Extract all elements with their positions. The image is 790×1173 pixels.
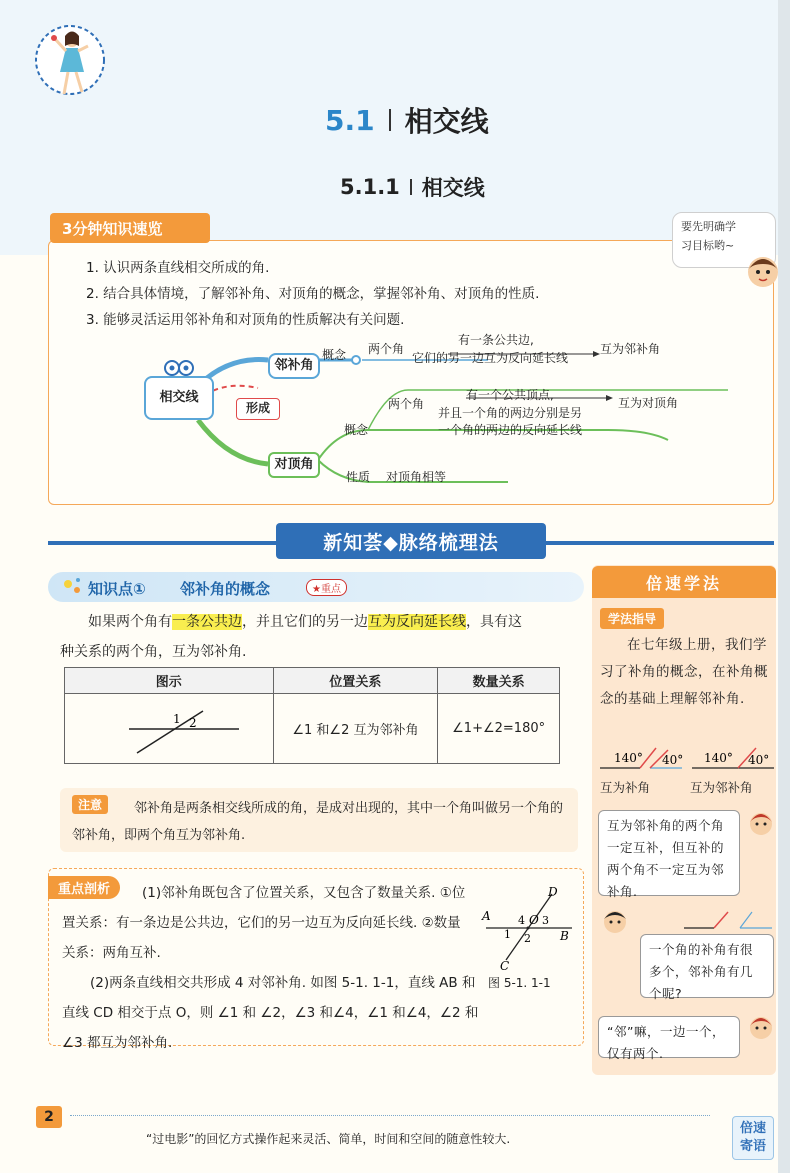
point-label: D	[548, 885, 558, 899]
mindmap-node-adjacent: 邻补角	[268, 353, 320, 379]
sidebar-tag: 学法指导	[600, 608, 664, 629]
subsection-title: 相交线	[421, 176, 485, 200]
analysis-paragraph-2: (2)两条直线相交共形成 4 对邻补角. 如图 5-1. 1-1，直线 AB 和直线 CD 相交于点 O，则 ∠1 和 ∠2，∠3 和∠4，∠1 和∠4，∠2 和∠3 都互为邻补角.	[62, 975, 479, 1051]
figure-caption: 互为邻补角	[690, 780, 753, 795]
goal-list	[86, 255, 539, 333]
footer-quote: “过电影”的回忆方式操作起来灵活、简单，时间和空间的随意性较大.	[146, 1132, 511, 1146]
point-label: O	[529, 913, 539, 927]
speech-bubble: 一个角的补角有很多个，邻补角有几个呢?	[640, 934, 774, 998]
note-line: 要先明确学	[681, 220, 736, 233]
vertical-concept-label: 概念	[344, 423, 369, 437]
table-position-cell: ∠1 和∠2 互为邻补角	[273, 694, 438, 764]
goal-item: 3. 能够灵活运用邻补角和对顶角的性质解决有关问题.	[86, 312, 405, 328]
section-title: 相交线	[404, 105, 489, 138]
definition-line-2: 种关系的两个角，互为邻补角.	[60, 644, 247, 660]
adjacent-angle-figure	[89, 697, 249, 757]
highlight-common-side: 一条公共边	[172, 614, 242, 630]
title-divider	[410, 179, 412, 195]
angle-label: 2	[524, 932, 531, 945]
overview-tag: 3分钟知识速览	[50, 213, 210, 243]
speech-bubble: 互为邻补角的两个角一定互补，但互补的两个角不一定互为邻补角.	[598, 810, 740, 896]
speech-bubble: “邻”嘛，一边一个，仅有两个.	[598, 1016, 740, 1058]
attention-text: 邻补角是两条相交线所成的角，是成对出现的，其中一个角叫做另一个角的邻补角，即两个角互为邻补角.	[72, 801, 564, 843]
figure-label: 1	[172, 711, 181, 726]
table-quantity-cell: ∠1+∠2=180°	[438, 694, 560, 764]
point-label: B	[560, 929, 569, 943]
banner-line-right	[546, 541, 774, 545]
angle-label: 1	[504, 928, 511, 941]
figure-caption: 互为补角	[600, 780, 651, 795]
vertical-cond-top: 有一个公共顶点,	[466, 388, 554, 402]
knowledge-point-label: 知识点①	[88, 580, 146, 598]
vertical-cond-bottom: 一个角的两边的反向延长线	[438, 423, 583, 437]
goal-item: 2. 结合具体情境，了解邻补角、对顶角的概念，掌握邻补角、对顶角的性质.	[86, 286, 540, 302]
angle-sketch-figure	[680, 908, 774, 934]
figure-caption: 图 5-1. 1-1	[488, 976, 551, 990]
angle-value: 140°	[704, 751, 733, 765]
definition-text: 如果两个角有	[88, 614, 172, 630]
girl-illustration-icon	[30, 20, 110, 110]
analysis-paragraph-1: (1)邻补角既包含了位置关系，又包含了数量关系. ①位置关系：有一条边是公共边，它们的另一边互为反向延长线. ②数量关系：两角互补.	[62, 885, 466, 961]
vertical-property-value: 对顶角相等	[386, 470, 447, 484]
girl-avatar-icon	[746, 808, 776, 838]
adjacent-supplementary-figure	[690, 744, 776, 774]
title-divider	[389, 109, 391, 131]
sidebar-intro-text: 在七年级上册，我们学习了补角的概念，在补角概念的基础上理解邻补角.	[600, 637, 768, 707]
table-header: 图示	[65, 668, 274, 694]
boy-avatar-icon	[600, 906, 630, 936]
angle-label: 3	[542, 914, 549, 927]
badge-line: 倍速	[739, 1121, 766, 1136]
concept-table	[64, 667, 560, 764]
adjacent-concept-label: 概念	[322, 348, 347, 362]
highlight-reverse-extension: 互为反向延长线	[368, 614, 466, 630]
adjacent-cond-bottom: 它们的另一边互为反向延长线	[412, 351, 569, 365]
section-heading	[325, 100, 489, 140]
owl-icon	[162, 356, 196, 378]
table-header: 位置关系	[273, 668, 438, 694]
definition-text: ，并且它们的另一边	[242, 614, 368, 630]
intersecting-lines-figure	[478, 884, 578, 970]
badge-line: 寄语	[739, 1139, 766, 1154]
figure-label: 2	[188, 715, 197, 730]
vertical-two-angles: 两个角	[388, 397, 425, 411]
knowledge-point-title: 邻补角的概念	[180, 580, 271, 598]
attention-tag: 注意	[72, 795, 108, 814]
sparkle-icon	[60, 574, 86, 600]
section-banner: 新知荟◆脉络梳理法	[276, 523, 546, 559]
banner-line-left	[48, 541, 278, 545]
adjacent-cond-top: 有一条公共边,	[458, 333, 534, 347]
table-header: 数量关系	[438, 668, 560, 694]
subsection-heading	[340, 172, 485, 202]
vertical-result: 互为对顶角	[618, 396, 679, 410]
sidebar-title: 倍速学法	[592, 566, 776, 598]
section-number: 5.1	[325, 103, 375, 137]
note-line: 习目标哟~	[681, 239, 735, 252]
angle-value: 140°	[614, 751, 643, 765]
mindmap-node-form: 形成	[236, 398, 280, 420]
angle-value: 40°	[662, 753, 684, 767]
girl-avatar-icon	[746, 1012, 776, 1042]
angle-value: 40°	[748, 753, 770, 767]
mindmap-center-node: 相交线	[144, 376, 214, 420]
point-label: C	[500, 959, 510, 970]
page-edge	[778, 0, 790, 1173]
mindmap-node-vertical: 对顶角	[268, 452, 320, 478]
supplementary-angles-figure	[598, 744, 684, 774]
adjacent-result: 互为邻补角	[600, 342, 661, 356]
table-figure-cell	[65, 694, 274, 764]
vertical-cond-mid: 并且一个角的两边分别是另	[438, 406, 583, 420]
vertical-property-label: 性质	[346, 470, 371, 484]
footer-badge	[732, 1116, 774, 1160]
key-point-badge: ★重点	[306, 579, 347, 596]
definition-line-1	[60, 607, 584, 637]
goal-item: 1. 认识两条直线相交所成的角.	[86, 260, 270, 276]
point-label: A	[482, 909, 491, 923]
subsection-number: 5.1.1	[340, 175, 400, 199]
angle-label: 4	[518, 914, 525, 927]
footer-rule	[70, 1115, 710, 1116]
analysis-tag: 重点剖析	[48, 876, 120, 899]
kid-avatar-icon	[740, 248, 786, 294]
adjacent-two-angles: 两个角	[368, 342, 405, 356]
page-number: 2	[36, 1106, 62, 1128]
definition-text: ，具有这	[466, 614, 522, 630]
